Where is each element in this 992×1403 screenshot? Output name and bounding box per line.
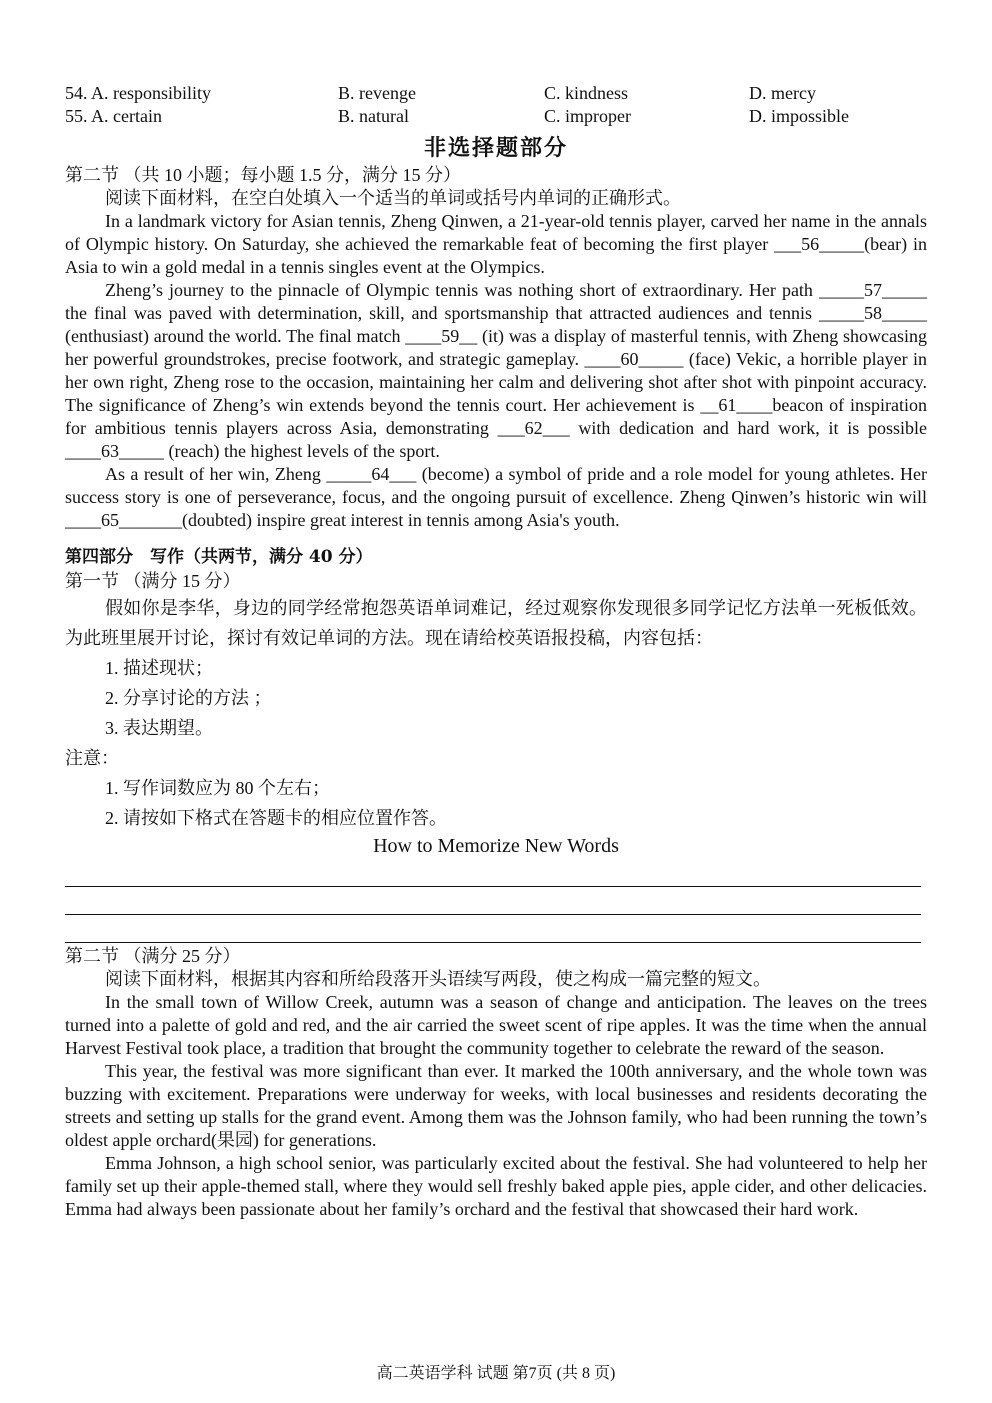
prompt-item: 1. 描述现状； xyxy=(105,658,213,678)
essay-title: How to Memorize New Words xyxy=(373,835,619,857)
prompt-item: 2. 分享讨论的方法 ； xyxy=(105,688,272,708)
part4-header: 第四部分 写作（共两节，满分 40 分） xyxy=(65,547,373,567)
section-title: 非选择题部分 xyxy=(423,136,568,161)
option-b: B. natural xyxy=(338,106,409,126)
part2-instruction: 阅读下面材料，在空白处填入一个适当的单词或括号内单词的正确形式。 xyxy=(105,188,681,208)
note-item: 1. 写作词数应为 80 个左右； xyxy=(105,778,330,798)
passage-paragraph: Zheng’s journey to the pinnacle of Olympic tennis was nothing short of extraordinary. Her path _____57_____ the final was paved with determination, skill, and sportsmanship that attracted audiences and tennis _____58_____ (enthusiast) around the world. The final match ____59__ (it) was a display of masterful tennis, with Zheng showcasing her powerful groundstrokes, precise footwork, and strategic gameplay. ____60_____ (face) Vekic, a horrible player in her own right, Zheng rose to the occasion, maintaining her calm and delivering shot after shot with pinpoint accuracy. The significance of Zheng’s win extends beyond the tennis court. Her achievement is __61____beacon of inspiration for ambitious tennis players across Asia, demonstrating ___62___ with dedication and hard work, it is possible ____63_____ (reach) the highest levels of the sport. xyxy=(65,280,927,461)
passage-paragraph: In a landmark victory for Asian tennis, Zheng Qinwen, a 21-year-old tennis player, carved her name in the annals of Olympic history. On Saturday, she achieved the remarkable feat of becoming the first player ___56_____(bear) in Asia to win a gold medal in a tennis singles event at the Olympics. xyxy=(65,211,927,277)
answer-line xyxy=(65,914,921,915)
option-d: D. mercy xyxy=(749,83,816,103)
option-a: 54. A. responsibility xyxy=(65,83,212,103)
writing-sec2-header: 第二节 （满分 25 分） xyxy=(65,946,241,966)
option-c: C. kindness xyxy=(544,83,629,103)
passage-paragraph: As a result of her win, Zheng _____64___ (become) a symbol of pride and a role model for young athletes. Her success story is one of perseverance, focus, and the ongoing pursuit of excellence. Zheng Qinwen’s historic win will ____65_______(doubted) inspire great interest in tennis among Asia's youth. xyxy=(65,464,927,530)
page-footer: 高二英语学科 试题 第7页 (共 8 页) xyxy=(376,1365,616,1382)
writing-sec1-header: 第一节 （满分 15 分） xyxy=(65,571,241,591)
options-row-55 xyxy=(65,105,927,128)
answer-line xyxy=(65,886,921,887)
option-b: B. revenge xyxy=(338,83,416,103)
part2-header: 第二节 （共 10 小题；每小题 1.5 分，满分 15 分） xyxy=(65,165,461,185)
note-item: 2. 请按如下格式在答题卡的相应位置作答。 xyxy=(105,808,447,828)
options-row-54 xyxy=(65,82,927,105)
option-a: 55. A. certain xyxy=(65,106,162,126)
option-c: C. improper xyxy=(544,106,631,126)
answer-line xyxy=(65,942,921,943)
exam-page xyxy=(65,82,927,1221)
story-paragraph: This year, the festival was more significant than ever. It marked the 100th anniversary, and the whole town was buzzing with excitement. Preparations were underway for weeks, with local businesses and residents decorating the streets and setting up stalls for the grand event. Among them was the Johnson family, who had been running the town’s oldest apple orchard(果园) for generations. xyxy=(65,1061,927,1150)
option-d: D. impossible xyxy=(749,106,850,126)
story-paragraph: In the small town of Willow Creek, autumn was a season of change and anticipation. The leaves on the trees turned into a palette of gold and red, and the air carried the sweet scent of ripe apples. It was the time when the annual Harvest Festival took place, a tradition that brought the community together to celebrate the reward of the season. xyxy=(65,992,927,1058)
writing-sec2-instruction: 阅读下面材料，根据其内容和所给段落开头语续写两段，使之构成一篇完整的短文。 xyxy=(105,969,771,989)
story-paragraph: Emma Johnson, a high school senior, was particularly excited about the festival. She had volunteered to help her family set up their apple-themed stall, where they would sell freshly baked apple pies, apple cider, and other delicacies. Emma had always been passionate about her family’s orchard and the festival that showcased their hard work. xyxy=(65,1153,927,1219)
writing-prompt: 假如你是李华，身边的同学经常抱怨英语单词难记，经过观察你发现很多同学记忆方法单一死板低效。为此班里展开讨论，探讨有效记单词的方法。现在请给校英语报投稿，内容包括： xyxy=(65,598,927,648)
prompt-item: 3. 表达期望。 xyxy=(105,718,213,738)
note-label: 注意： xyxy=(65,748,119,768)
